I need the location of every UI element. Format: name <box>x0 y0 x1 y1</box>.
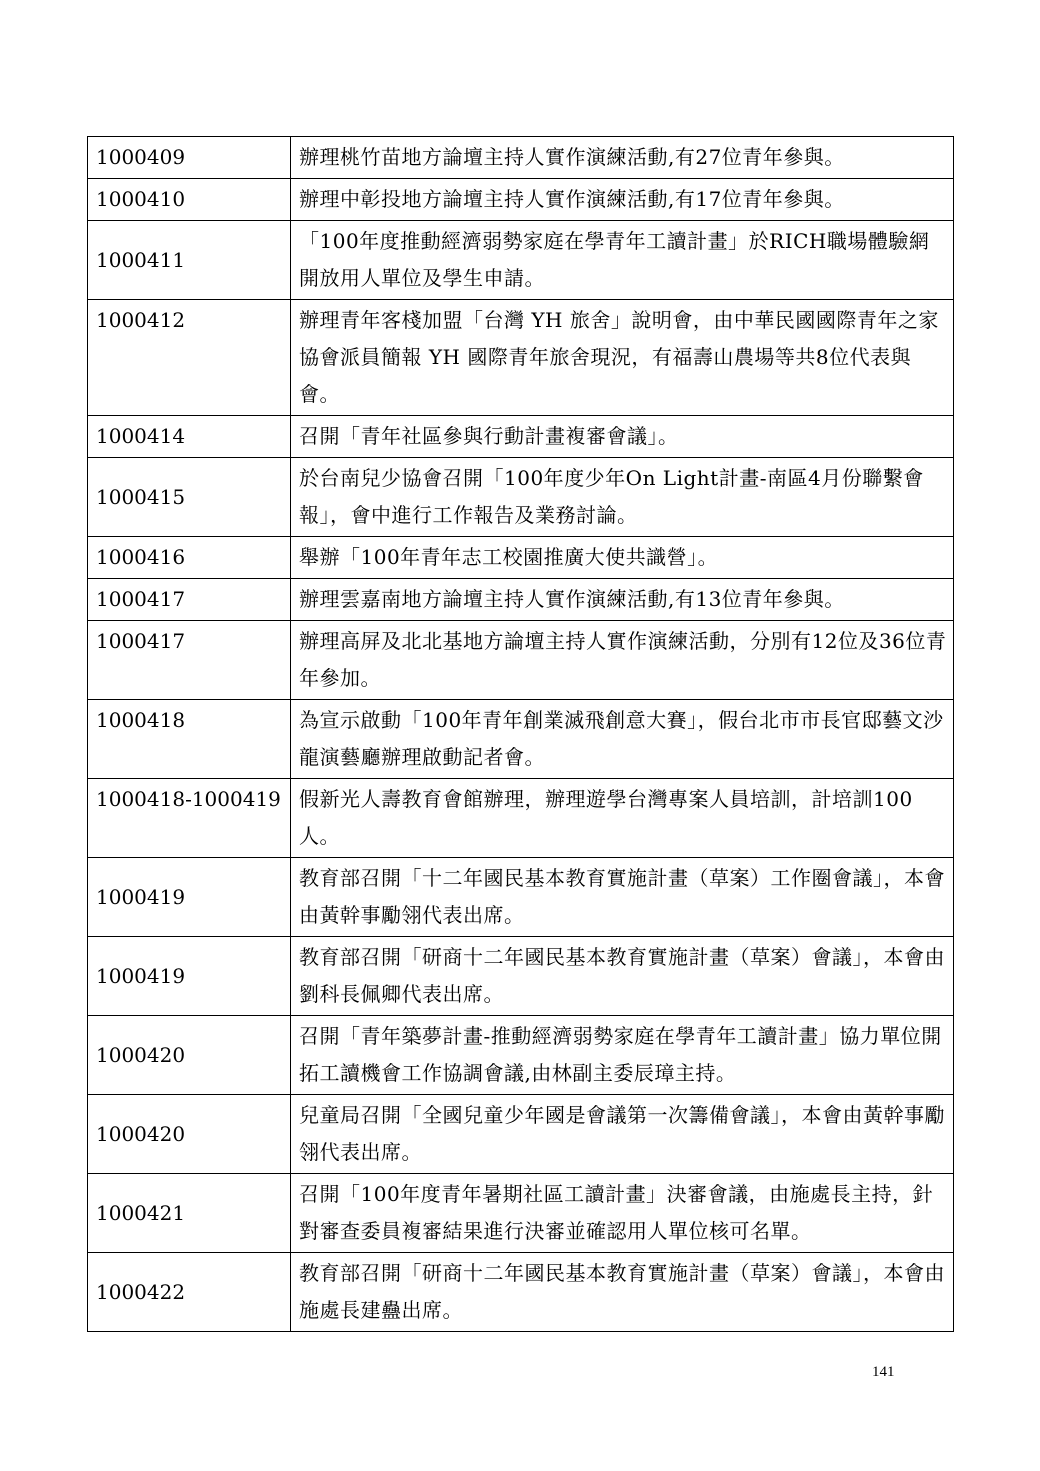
table-row <box>88 779 954 858</box>
date-cell: 1000418-1000419 <box>88 779 291 858</box>
description-cell: 辦理高屏及北北基地方論壇主持人實作演練活動，分別有12位及36位青年參加。 <box>291 621 954 700</box>
description-cell: 教育部召開「研商十二年國民基本教育實施計畫（草案）會議」，本會由施處長建蠱出席。 <box>291 1253 954 1332</box>
table-row <box>88 1253 954 1332</box>
description-cell: 「100年度推動經濟弱勢家庭在學青年工讀計畫」於RICH職場體驗網開放用人單位及學生申請。 <box>291 221 954 300</box>
date-cell: 1000416 <box>88 537 291 579</box>
description-cell: 於台南兒少協會召開「100年度少年On Light計畫-南區4月份聯繫會報」，會中進行工作報告及業務討論。 <box>291 458 954 537</box>
date-cell: 1000411 <box>88 221 291 300</box>
table-row <box>88 700 954 779</box>
table-row <box>88 937 954 1016</box>
description-cell: 召開「100年度青年暑期社區工讀計畫」決審會議，由施處長主持，針對審查委員複審結果進行決審並確認用人單位核可名單。 <box>291 1174 954 1253</box>
description-cell: 假新光人壽教育會館辦理，辦理遊學台灣專案人員培訓，計培訓100人。 <box>291 779 954 858</box>
description-cell: 辦理青年客棧加盟「台灣 YH 旅舍」說明會，由中華民國國際青年之家協會派員簡報 YH 國際青年旅舍現況，有福壽山農場等共8位代表與會。 <box>291 300 954 416</box>
table-row <box>88 621 954 700</box>
table-row <box>88 1095 954 1174</box>
table-row <box>88 179 954 221</box>
date-cell: 1000415 <box>88 458 291 537</box>
date-cell: 1000422 <box>88 1253 291 1332</box>
date-cell: 1000419 <box>88 937 291 1016</box>
description-cell: 召開「青年築夢計畫-推動經濟弱勢家庭在學青年工讀計畫」協力單位開拓工讀機會工作協調會議,由林副主委辰璋主持。 <box>291 1016 954 1095</box>
table-row <box>88 1016 954 1095</box>
date-cell: 1000417 <box>88 579 291 621</box>
description-cell: 辦理雲嘉南地方論壇主持人實作演練活動,有13位青年參與。 <box>291 579 954 621</box>
table-row <box>88 1174 954 1253</box>
table-row <box>88 537 954 579</box>
date-cell: 1000420 <box>88 1095 291 1174</box>
table-row <box>88 858 954 937</box>
date-cell: 1000420 <box>88 1016 291 1095</box>
table-row <box>88 579 954 621</box>
date-cell: 1000414 <box>88 416 291 458</box>
description-cell: 召開「青年社區參與行動計畫複審會議」。 <box>291 416 954 458</box>
page-number: 141 <box>872 1364 895 1380</box>
date-cell: 1000410 <box>88 179 291 221</box>
table-row <box>88 137 954 179</box>
activity-log-table <box>87 136 954 1332</box>
date-cell: 1000418 <box>88 700 291 779</box>
table-row <box>88 221 954 300</box>
description-cell: 辦理中彰投地方論壇主持人實作演練活動,有17位青年參與。 <box>291 179 954 221</box>
date-cell: 1000417 <box>88 621 291 700</box>
date-cell: 1000421 <box>88 1174 291 1253</box>
table-row <box>88 458 954 537</box>
description-cell: 兒童局召開「全國兒童少年國是會議第一次籌備會議」，本會由黃幹事勵翎代表出席。 <box>291 1095 954 1174</box>
description-cell: 教育部召開「研商十二年國民基本教育實施計畫（草案）會議」，本會由劉科長佩卿代表出席。 <box>291 937 954 1016</box>
date-cell: 1000419 <box>88 858 291 937</box>
description-cell: 辦理桃竹苗地方論壇主持人實作演練活動,有27位青年參與。 <box>291 137 954 179</box>
date-cell: 1000412 <box>88 300 291 416</box>
description-cell: 教育部召開「十二年國民基本教育實施計畫（草案）工作圈會議」，本會由黃幹事勵翎代表出席。 <box>291 858 954 937</box>
description-cell: 為宣示啟動「100年青年創業滅飛創意大賽」，假台北市市長官邸藝文沙龍演藝廳辦理啟動記者會。 <box>291 700 954 779</box>
table-row <box>88 300 954 416</box>
table-row <box>88 416 954 458</box>
description-cell: 舉辦「100年青年志工校園推廣大使共識營」。 <box>291 537 954 579</box>
date-cell: 1000409 <box>88 137 291 179</box>
